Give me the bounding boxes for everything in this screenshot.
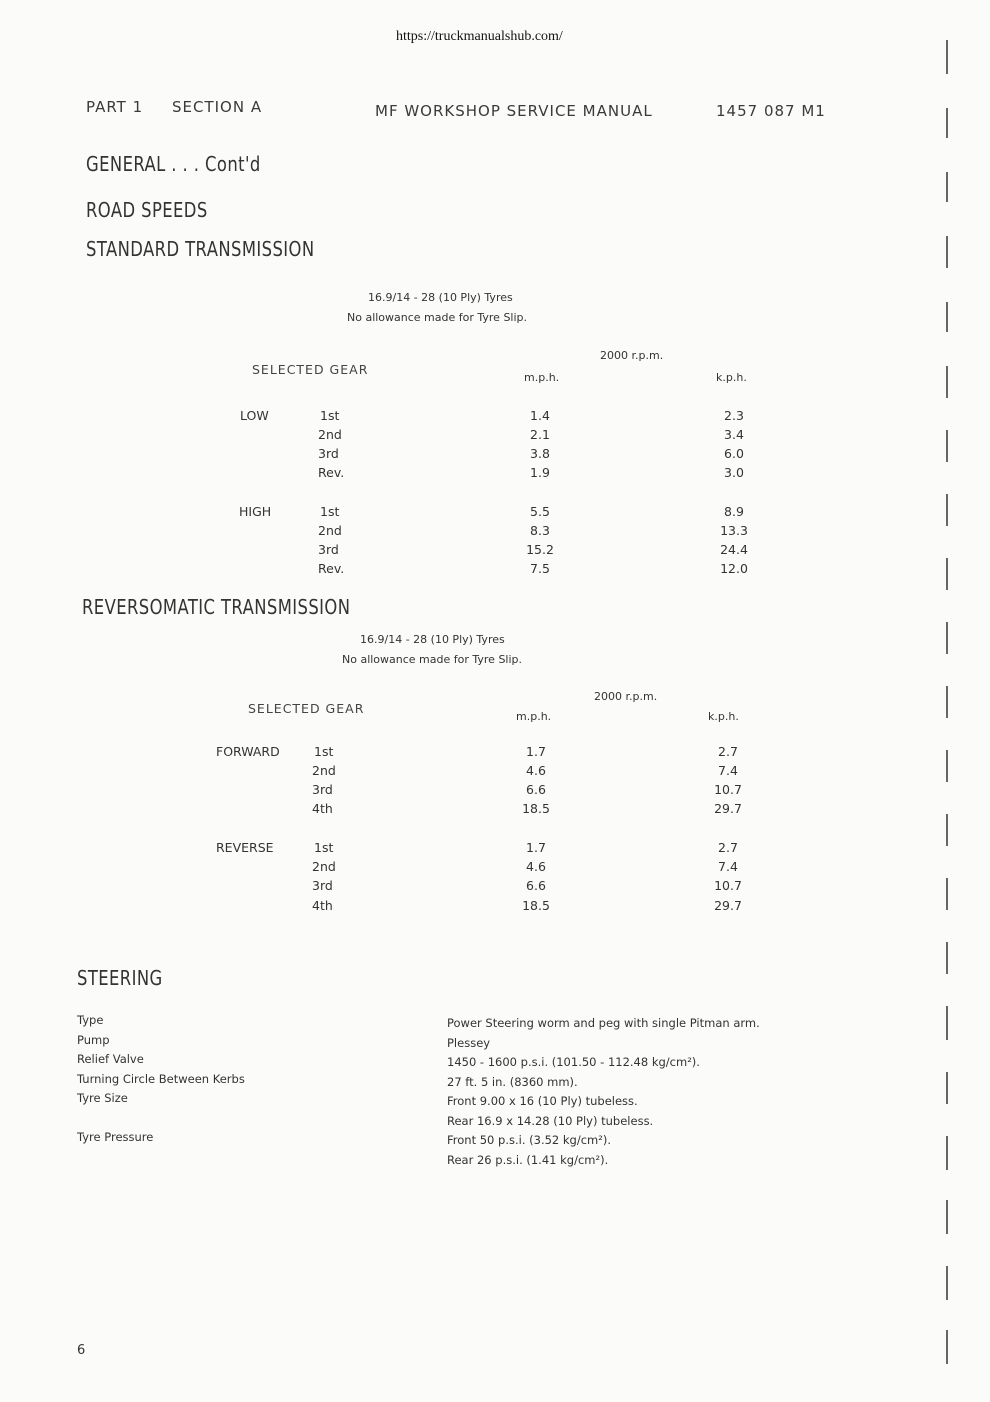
edge-mark (946, 430, 948, 462)
table-cell-gear: 3rd (312, 878, 333, 893)
edge-mark (946, 494, 948, 526)
reversomatic-tyres: 16.9/14 - 28 (10 Ply) Tyres (360, 633, 505, 646)
table-cell-mph: 7.5 (530, 561, 550, 576)
standard-col-kph: k.p.h. (716, 371, 747, 384)
reversomatic-note: No allowance made for Tyre Slip. (342, 653, 523, 666)
steering-labels (77, 1011, 245, 1167)
table-cell-kph: 7.4 (718, 763, 738, 778)
table-cell-mph: 18.5 (522, 801, 550, 816)
table-cell-gear: 1st (320, 504, 340, 519)
table-cell-mph: 1.7 (526, 744, 546, 759)
table-cell-mph: 1.4 (530, 408, 550, 423)
table-cell-gear: 4th (312, 801, 333, 816)
table-cell-gear: 1st (314, 744, 334, 759)
table-cell-mph: 2.1 (530, 427, 550, 442)
manual-title: MF WORKSHOP SERVICE MANUAL (375, 102, 653, 120)
page-number: 6 (77, 1343, 86, 1358)
edge-mark (946, 108, 948, 138)
table-cell-kph: 2.7 (718, 840, 738, 855)
standard-rpm: 2000 r.p.m. (600, 349, 664, 362)
part-label: PART 1 (86, 98, 144, 116)
table-cell-kph: 29.7 (714, 898, 742, 913)
spec-label-turning-circle: Turning Circle Between Kerbs (77, 1071, 245, 1086)
standard-col-gear: SELECTED GEAR (252, 362, 369, 377)
spec-value-tyre-size-rear: Rear 16.9 x 14.28 (10 Ply) tubeless. (447, 1113, 654, 1128)
spec-value-pressure-front: Front 50 p.s.i. (3.52 kg/cm²). (447, 1133, 611, 1147)
table-cell-kph: 2.7 (718, 744, 738, 759)
table-cell-gear: 3rd (318, 446, 339, 461)
spec-value-type: Power Steering worm and peg with single Pitman arm. (447, 1016, 760, 1030)
standard-note: No allowance made for Tyre Slip. (347, 311, 528, 324)
table-cell-mph: 6.6 (526, 782, 546, 797)
spec-label-type: Type (77, 1013, 104, 1027)
table-cell-gear: Rev. (318, 465, 345, 480)
table-cell-gear: 1st (320, 408, 340, 423)
reversomatic-range-reverse: REVERSE (216, 840, 274, 855)
edge-mark (946, 1006, 948, 1040)
reversomatic-col-kph: k.p.h. (708, 710, 739, 723)
table-cell-mph: 1.9 (530, 465, 550, 480)
heading-road-speeds: ROAD SPEEDS (86, 198, 208, 222)
spec-value-tyre-size-front: Front 9.00 x 16 (10 Ply) tubeless. (447, 1094, 638, 1108)
heading-steering: STEERING (77, 966, 163, 990)
edge-mark (946, 622, 948, 654)
edge-mark (946, 558, 948, 590)
spec-label-pump: Pump (77, 1032, 110, 1047)
table-cell-kph: 29.7 (714, 801, 742, 816)
steering-values (447, 1014, 760, 1170)
edge-mark (946, 366, 948, 398)
reversomatic-rpm: 2000 r.p.m. (594, 690, 658, 703)
edge-mark (946, 814, 948, 846)
edge-mark (946, 40, 948, 74)
table-cell-kph: 3.0 (724, 465, 744, 480)
table-cell-mph: 6.6 (526, 878, 546, 893)
table-cell-kph: 10.7 (714, 878, 742, 893)
table-cell-gear: 2nd (318, 427, 342, 442)
source-url[interactable]: https://truckmanualshub.com/ (396, 29, 563, 44)
table-cell-kph: 24.4 (720, 542, 748, 557)
spec-value-pressure-rear: Rear 26 p.s.i. (1.41 kg/cm²). (447, 1152, 609, 1167)
table-cell-kph: 8.9 (724, 504, 744, 519)
standard-tyres: 16.9/14 - 28 (10 Ply) Tyres (368, 291, 513, 304)
table-cell-kph: 10.7 (714, 782, 742, 797)
table-cell-kph: 2.3 (724, 408, 744, 423)
table-cell-gear: 3rd (312, 782, 333, 797)
edge-mark (946, 236, 948, 268)
table-cell-mph: 4.6 (526, 859, 546, 874)
table-cell-gear: 2nd (312, 763, 336, 778)
table-cell-mph: 8.3 (530, 523, 550, 538)
table-cell-kph: 6.0 (724, 446, 744, 461)
table-cell-gear: 3rd (318, 542, 339, 557)
table-cell-gear: 4th (312, 898, 333, 913)
edge-mark (946, 1330, 948, 1364)
standard-range-low: LOW (240, 408, 269, 423)
edge-mark (946, 1072, 948, 1104)
edge-mark (946, 942, 948, 974)
spec-label-tyre-size: Tyre Size (77, 1091, 128, 1105)
manual-code: 1457 087 M1 (716, 102, 826, 120)
table-cell-kph: 3.4 (724, 427, 744, 442)
spec-value-pump: Plessey (447, 1035, 491, 1050)
heading-general: GENERAL . . . Cont'd (86, 152, 261, 176)
spec-value-turning-circle: 27 ft. 5 in. (8360 mm). (447, 1074, 578, 1089)
spec-value-relief-valve: 1450 - 1600 p.s.i. (101.50 - 112.48 kg/cm²). (447, 1055, 700, 1069)
edge-mark (946, 878, 948, 910)
edge-mark (946, 172, 948, 202)
spec-label-blank (77, 1148, 245, 1168)
table-cell-mph: 4.6 (526, 763, 546, 778)
spec-label-tyre-pressure: Tyre Pressure (77, 1130, 154, 1144)
table-cell-gear: Rev. (318, 561, 345, 576)
edge-mark (946, 1200, 948, 1234)
edge-mark (946, 686, 948, 718)
standard-range-high: HIGH (239, 504, 272, 519)
edge-mark (946, 302, 948, 332)
reversomatic-col-gear: SELECTED GEAR (248, 701, 365, 716)
reversomatic-col-mph: m.p.h. (516, 710, 552, 723)
table-cell-mph: 3.8 (530, 446, 550, 461)
table-cell-mph: 5.5 (530, 504, 550, 519)
section-label: SECTION A (172, 98, 263, 116)
table-cell-kph: 7.4 (718, 859, 738, 874)
heading-standard-transmission: STANDARD TRANSMISSION (86, 237, 315, 261)
table-cell-mph: 1.7 (526, 840, 546, 855)
table-cell-gear: 1st (314, 840, 334, 855)
table-cell-mph: 15.2 (526, 542, 554, 557)
table-cell-mph: 18.5 (522, 898, 550, 913)
table-cell-gear: 2nd (312, 859, 336, 874)
reversomatic-range-forward: FORWARD (216, 744, 280, 759)
table-cell-kph: 13.3 (720, 523, 748, 538)
spec-label-blank (77, 1109, 245, 1129)
edge-mark (946, 1136, 948, 1170)
table-cell-kph: 12.0 (720, 561, 748, 576)
table-cell-gear: 2nd (318, 523, 342, 538)
standard-col-mph: m.p.h. (524, 371, 560, 384)
heading-reversomatic-transmission: REVERSOMATIC TRANSMISSION (82, 595, 351, 619)
edge-mark (946, 1266, 948, 1300)
edge-mark (946, 750, 948, 782)
spec-label-relief-valve: Relief Valve (77, 1052, 144, 1066)
